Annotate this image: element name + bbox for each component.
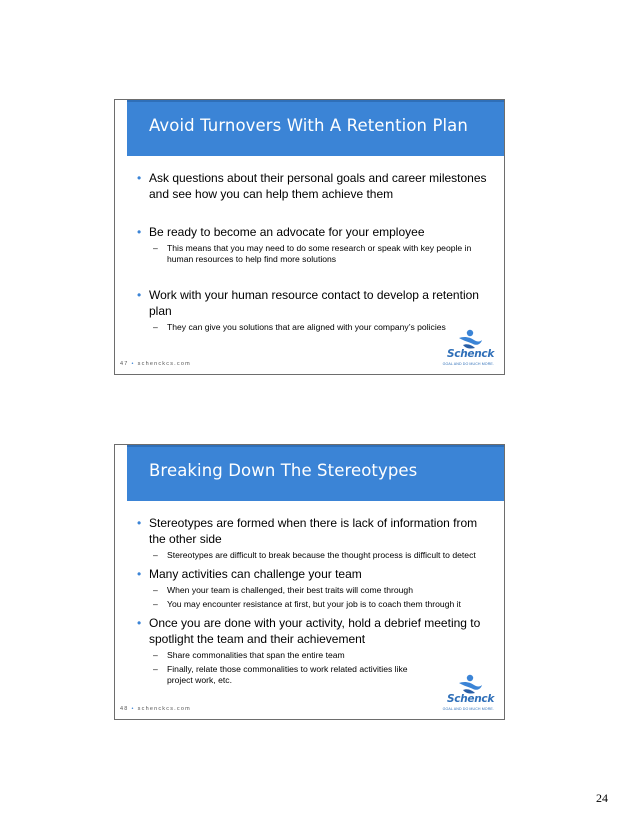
slide-number: 47 [120,361,129,367]
sub-bullet-item [137,550,487,561]
bullet-icon: • [137,288,142,302]
bullet-text: Many activities can challenge your team [149,567,362,581]
bullet-item [137,287,487,319]
bullet-text: Work with your human resource contact to develop a retention plan [149,288,479,318]
sub-bullet-text: You may encounter resistance at first, but your job is to coach them through it [167,599,461,609]
bullet-item [137,515,487,547]
sub-bullet-text: When your team is challenged, their best traits will come through [167,585,413,595]
sub-bullet-item [137,599,487,610]
footer-separator: • [131,706,135,712]
dash-icon: – [153,664,158,674]
sub-bullet-text: Finally, relate those commonalities to work related activities like project work, etc. [167,664,408,685]
logo-tagline: GOAL AND DO MUCH MORE. [442,362,494,366]
sub-bullet-text: This means that you may need to do some research or speak with key people in human resources to help find more solutions [167,243,472,264]
page-number: 24 [596,791,608,805]
slide-header [127,100,504,156]
bullet-item [137,615,487,647]
slide-title: Avoid Turnovers With A Retention Plan [149,116,468,135]
slide-body [137,170,487,333]
footer-separator: • [131,361,135,367]
bullet-text: Be ready to become an advocate for your employee [149,225,425,239]
bullet-icon: • [137,225,142,239]
bullet-icon: • [137,616,142,630]
slide-48 [114,444,505,720]
sub-bullet-item [137,664,487,686]
sub-bullet-item [137,650,487,661]
bullet-icon: • [137,516,142,530]
sub-bullet-item [137,322,487,333]
dash-icon: – [153,550,158,560]
dash-icon: – [153,243,158,253]
slide-header [127,445,504,501]
slide-number: 48 [120,706,129,712]
bullet-text: Ask questions about their personal goals and career milestones and see how you can help them achieve them [149,171,487,201]
slide-title: Breaking Down The Stereotypes [149,461,418,480]
bullet-text: Once you are done with your activity, hold a debrief meeting to spotlight the team and their achievement [149,616,481,646]
footer-site: schenckcs.com [137,361,191,367]
bullet-text: Stereotypes are formed when there is lack of information from the other side [149,516,478,546]
slide-footer [120,361,191,367]
schenck-logo [442,674,494,714]
sub-bullet-item [137,585,487,596]
slide-body [137,515,487,686]
dash-icon: – [153,322,158,332]
footer-site: schenckcs.com [137,706,191,712]
logo-wordmark: Schenck [447,348,494,360]
slide-footer [120,706,191,712]
schenck-logo [442,329,494,369]
sub-bullet-item [137,243,487,265]
bullet-item [137,224,487,240]
logo-wordmark: Schenck [447,693,494,705]
dash-icon: – [153,599,158,609]
slide-47 [114,99,505,375]
bullet-item [137,566,487,582]
bullet-item [137,170,487,202]
sub-bullet-text: They can give you solutions that are aligned with your company’s policies [167,322,446,332]
sub-bullet-text: Stereotypes are difficult to break because the thought process is difficult to detect [167,550,476,560]
logo-tagline: GOAL AND DO MUCH MORE. [442,707,494,711]
bullet-icon: • [137,567,142,581]
dash-icon: – [153,585,158,595]
bullet-icon: • [137,171,142,185]
sub-bullet-text: Share commonalities that span the entire team [167,650,345,660]
dash-icon: – [153,650,158,660]
